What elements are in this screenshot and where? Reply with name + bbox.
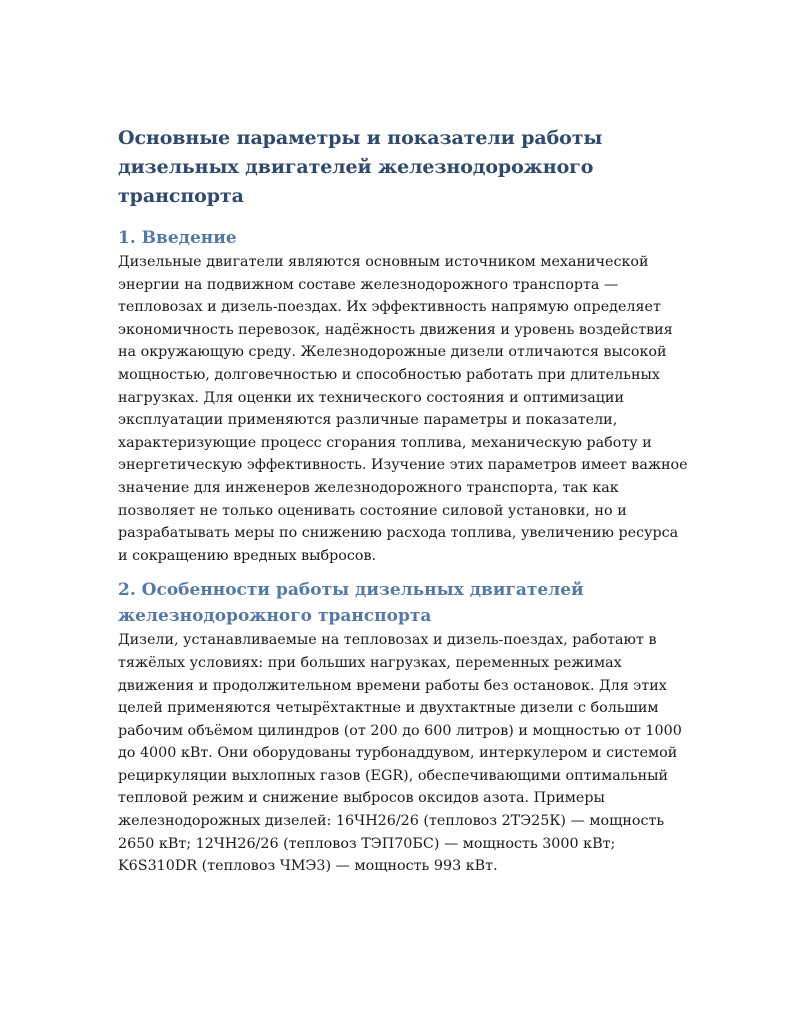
paragraph-introduction: Дизельные двигатели являются основным источником механической энергии на подвижном составе железнодорожного транспорта — тепловозах и дизель-поездах. Их эффективность напрямую определяет экономичность перевозок, надёжность движения и уровень воздействия на окружающую среду. Железнодорожные дизели отличаются высокой мощностью, долговечностью и способностью работать при длительных нагрузках. Для оценки их технического состояния и оптимизации эксплуатации применяются различные параметры и показатели, характеризующие процесс сгорания топлива, механическую работу и энергетическую эффективность. Изучение этих параметров имеет важное значение для инженеров железнодорожного транспорта, так как позволяет не только оценивать состояние силовой установки, но и разрабатывать меры по снижению расхода топлива, увеличению ресурса и сокращению вредных выбросов. xyxy=(118,254,688,564)
section-heading-introduction: 1. Введение xyxy=(118,228,237,248)
section-introduction xyxy=(118,225,692,567)
paragraph-engine-features: Дизели, устанавливаемые на тепловозах и дизель-поездах, работают в тяжёлых условиях: при больших нагрузках, переменных режимах движения и продолжительном времени работы без остановок. Для этих целей применяются четырёхтактные и двухтактные дизели с большим рабочим объёмом цилиндров (от 200 до 600 литров) и мощностью от 1000 до 4000 кВт. Они оборудованы турбонаддувом, интеркулером и системой рециркуляции выхлопных газов (EGR), обеспечивающими оптимальный тепловой режим и снижение выбросов оксидов азота. Примеры железнодорожных дизелей: 16ЧН26/26 (тепловоз 2ТЭ25К) — мощность 2650 кВт; 12ЧН26/26 (тепловоз ТЭП70БС) — мощность 3000 кВт; K6S310DR (тепловоз ЧМЭ3) — мощность 993 кВт. xyxy=(118,632,682,875)
document-title: Основные параметры и показатели работы дизельных двигателей железнодорожного транспорта xyxy=(118,127,603,207)
section-heading-engine-features: 2. Особенности работы дизельных двигателей железнодорожного транспорта xyxy=(118,580,584,627)
document-page xyxy=(118,124,692,878)
section-engine-features xyxy=(118,577,692,878)
